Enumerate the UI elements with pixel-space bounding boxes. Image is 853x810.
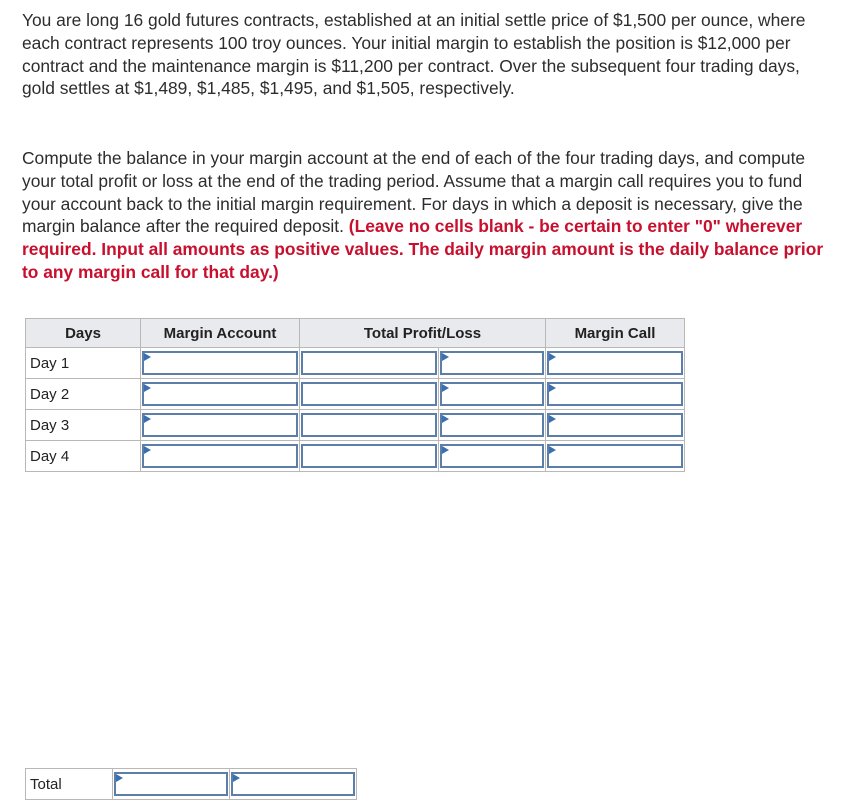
day1-profit-loss-type-input[interactable]	[440, 351, 544, 375]
header-total-profit-loss: Total Profit/Loss	[300, 319, 546, 348]
day1-margin-account-input[interactable]	[142, 351, 298, 375]
day4-profit-loss-cell	[300, 441, 439, 472]
input-flag-icon	[442, 415, 449, 423]
day3-profit-loss-input[interactable]	[301, 413, 437, 437]
day4-profit-loss-type-input[interactable]	[440, 444, 544, 468]
day2-margin-call-cell	[546, 379, 685, 410]
table-row	[26, 441, 685, 472]
answer-table	[25, 318, 685, 472]
header-margin-call: Margin Call	[546, 319, 685, 348]
question-paragraph-1: You are long 16 gold futures contracts, established at an initial settle price of $1,500 per ounce, where each contract represents 100 troy ounces. Your initial margin to establish the position is $12,000 per contract and the maintenance margin is $11,200 per contract. Over the subsequent four trading days, gold settles at $1,489, $1,485, $1,495, and $1,505, respectively.	[22, 10, 806, 99]
day2-profit-loss-type-cell	[439, 379, 546, 410]
day3-profit-loss-type-input[interactable]	[440, 413, 544, 437]
day1-profit-loss-type-cell	[439, 348, 546, 379]
input-flag-icon	[233, 774, 240, 782]
day1-profit-loss-cell	[300, 348, 439, 379]
day-label: Day 2	[26, 379, 141, 410]
total-type-cell	[230, 769, 357, 800]
day2-margin-account-cell	[141, 379, 300, 410]
input-flag-icon	[549, 415, 556, 423]
day3-margin-account-cell	[141, 410, 300, 441]
day3-profit-loss-cell	[300, 410, 439, 441]
input-flag-icon	[144, 353, 151, 361]
day-label: Day 1	[26, 348, 141, 379]
total-type-input[interactable]	[231, 772, 355, 796]
day2-profit-loss-type-input[interactable]	[440, 382, 544, 406]
day4-margin-account-cell	[141, 441, 300, 472]
input-flag-icon	[144, 415, 151, 423]
day2-profit-loss-cell	[300, 379, 439, 410]
input-flag-icon	[442, 446, 449, 454]
input-flag-icon	[144, 384, 151, 392]
day4-margin-account-input[interactable]	[142, 444, 298, 468]
day-label: Day 4	[26, 441, 141, 472]
day4-margin-call-input[interactable]	[547, 444, 683, 468]
input-flag-icon	[442, 353, 449, 361]
day4-profit-loss-type-cell	[439, 441, 546, 472]
day-label: Day 3	[26, 410, 141, 441]
question-text: Compute the balance in your margin account at the end of each of the four trading days, and compute your total profit or loss at the end of the trading period. Assume that a margin call requires you to fund your account back to the initial margin requirement. For days in which a deposit is necessary, give the margin balance after the required deposit.	[22, 148, 806, 237]
instruction-text: (Leave no cells blank - be certain to enter "0" wherever required. Input all amounts as positive values. The daily margin amount is the daily balance prior to any margin call for that day.)	[22, 216, 824, 282]
total-amount-cell	[113, 769, 230, 800]
input-flag-icon	[116, 774, 123, 782]
total-table	[25, 768, 357, 800]
header-margin-account: Margin Account	[141, 319, 300, 348]
input-flag-icon	[144, 446, 151, 454]
input-flag-icon	[549, 384, 556, 392]
day3-margin-account-input[interactable]	[142, 413, 298, 437]
table-row	[26, 410, 685, 441]
total-label: Total	[26, 769, 113, 800]
table-row	[26, 348, 685, 379]
day2-profit-loss-input[interactable]	[301, 382, 437, 406]
day2-margin-call-input[interactable]	[547, 382, 683, 406]
input-flag-icon	[549, 353, 556, 361]
day4-profit-loss-input[interactable]	[301, 444, 437, 468]
header-days: Days	[26, 319, 141, 348]
day1-margin-call-cell	[546, 348, 685, 379]
day1-margin-call-input[interactable]	[547, 351, 683, 375]
day1-profit-loss-input[interactable]	[301, 351, 437, 375]
input-flag-icon	[442, 384, 449, 392]
day1-margin-account-cell	[141, 348, 300, 379]
day4-margin-call-cell	[546, 441, 685, 472]
input-flag-icon	[549, 446, 556, 454]
day2-margin-account-input[interactable]	[142, 382, 298, 406]
table-row	[26, 379, 685, 410]
total-row	[26, 769, 357, 800]
day3-margin-call-cell	[546, 410, 685, 441]
day3-profit-loss-type-cell	[439, 410, 546, 441]
header-row	[26, 319, 685, 348]
day3-margin-call-input[interactable]	[547, 413, 683, 437]
question-paragraph-2	[22, 147, 837, 284]
total-amount-input[interactable]	[114, 772, 228, 796]
